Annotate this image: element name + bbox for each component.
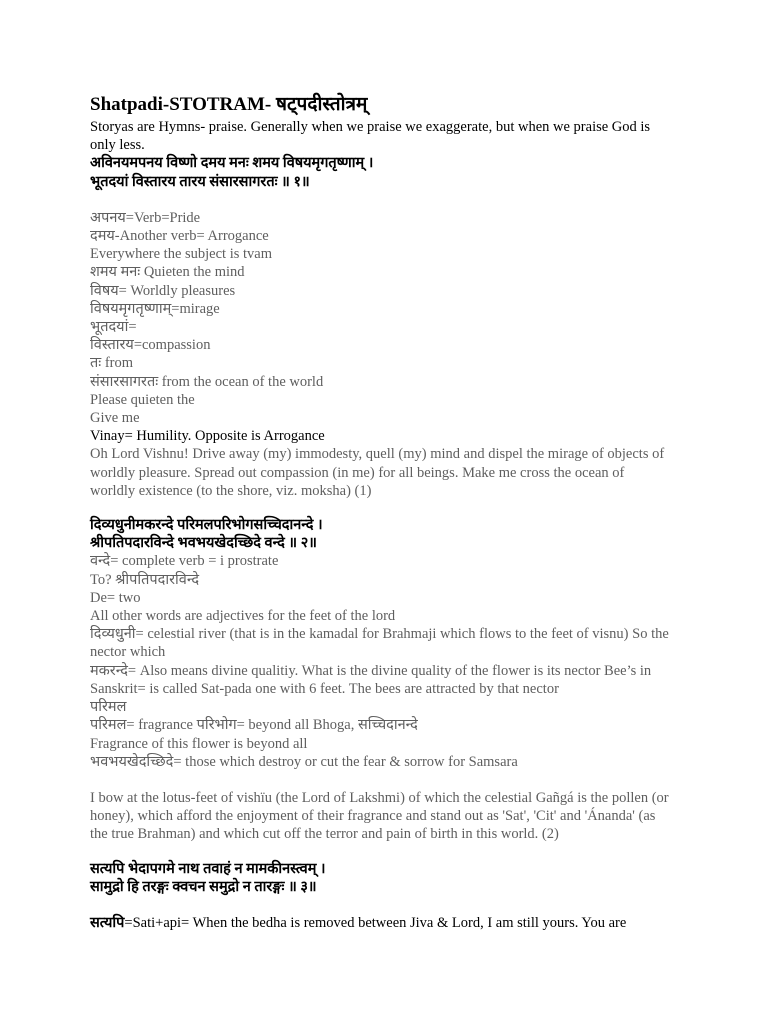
translation-paragraph-2: I bow at the lotus-feet of vishïu (the Lord of Lakshmi) of which the celestial Gañgá is the pollen (or honey), which afford the enjoyment of their fragrance and stand out as 'Sat', 'Cit' and 'Ánanda' (as the true Brahman) and which cut off the terror and pain of birth in this world. (2)	[90, 789, 669, 843]
verse-2-line-2: श्रीपतिपदारविन्दे भवभयखेदच्छिदे वन्दे ॥ २॥	[90, 535, 317, 552]
note-line: परिमल	[90, 699, 127, 716]
final-note-term: सत्यपि	[90, 914, 125, 931]
note-line: संसारसागरतः from the ocean of the world	[90, 373, 324, 390]
note-line: Everywhere the subject is tvam	[90, 246, 272, 263]
verse-1-line-1: अविनयमपनय विष्णो दमय मनः शमय विषयमृगतृष्णाम् ।	[90, 155, 374, 172]
note-line: Please quieten the	[90, 391, 195, 408]
note-line: Give me	[90, 410, 140, 427]
note-line: तः from	[90, 355, 134, 372]
note-line: वन्दे= complete verb = i prostrate	[90, 553, 279, 570]
note-line: परिमल= fragrance परिभोग= beyond all Bhoga, सच्चिदानन्दे	[90, 717, 418, 734]
note-line: Fragrance of this flower is beyond all	[90, 735, 308, 752]
note-line: विस्तारय=compassion	[90, 337, 211, 354]
note-line: भूतदयां=	[90, 319, 137, 336]
verse-2-line-1: दिव्यधुनीमकरन्दे परिमलपरिभोगसच्चिदानन्दे ।	[90, 517, 323, 534]
translation-paragraph-1: Oh Lord Vishnu! Drive away (my) immodesty, quell (my) mind and dispel the mirage of objects of worldly pleasure. Spread out compassion (in me) for all beings. Make me cross the ocean of worldly existence (to the shore, viz. moksha) (1)	[90, 446, 665, 499]
page-title: Shatpadi-STOTRAM- षट्पदीस्तोत्रम्	[90, 94, 368, 115]
note-line: विषयमृगतृष्णाम्=mirage	[90, 300, 220, 317]
final-note-line	[90, 914, 672, 932]
verse-1-line-2: भूतदयां विस्तारय तारय संसारसागरतः ॥ १॥	[90, 173, 310, 190]
note-line: To? श्रीपतिपदारविन्दे	[90, 571, 200, 588]
note-paragraph: मकरन्दे= Also means divine qualitiy. What is the divine quality of the flower is its nector Bee’s in Sanskrit= is called Sat-pada one with 6 feet. The bees are attracted by that nector	[90, 662, 652, 697]
final-note-text: =Sati+api= When the bedha is removed between Jiva & Lord, I am still yours. You are	[124, 914, 627, 931]
verse-3-line-1: सत्यपि भेदापगमे नाथ तवाहं न मामकीनस्त्वम् ।	[90, 860, 326, 877]
note-line: De= two	[90, 589, 141, 606]
note-line: शमय मनः Quieten the mind	[90, 264, 245, 281]
document-body	[90, 94, 672, 932]
note-line: विषय= Worldly pleasures	[90, 282, 236, 299]
note-line: दमय-Another verb= Arrogance	[90, 228, 269, 245]
note-line: All other words are adjectives for the feet of the lord	[90, 608, 396, 625]
verse-3-line-2: सामुद्रो हि तरङ्गः क्वचन समुद्रो न तारङ्गः ॥ ३॥	[90, 878, 317, 895]
note-line: अपनय=Verb=Pride	[90, 209, 201, 226]
vinay-definition: Vinay= Humility. Opposite is Arrogance	[90, 428, 325, 445]
intro-paragraph: Storyas are Hymns- praise. Generally when we praise we exaggerate, but when we praise God is only less.	[90, 119, 651, 154]
note-paragraph: दिव्यधुनी= celestial river (that is in the kamadal for Brahmaji which flows to the feet of visnu) So the nector which	[90, 626, 669, 661]
note-line: भवभयखेदच्छिदे= those which destroy or cut the fear & sorrow for Samsara	[90, 753, 518, 770]
